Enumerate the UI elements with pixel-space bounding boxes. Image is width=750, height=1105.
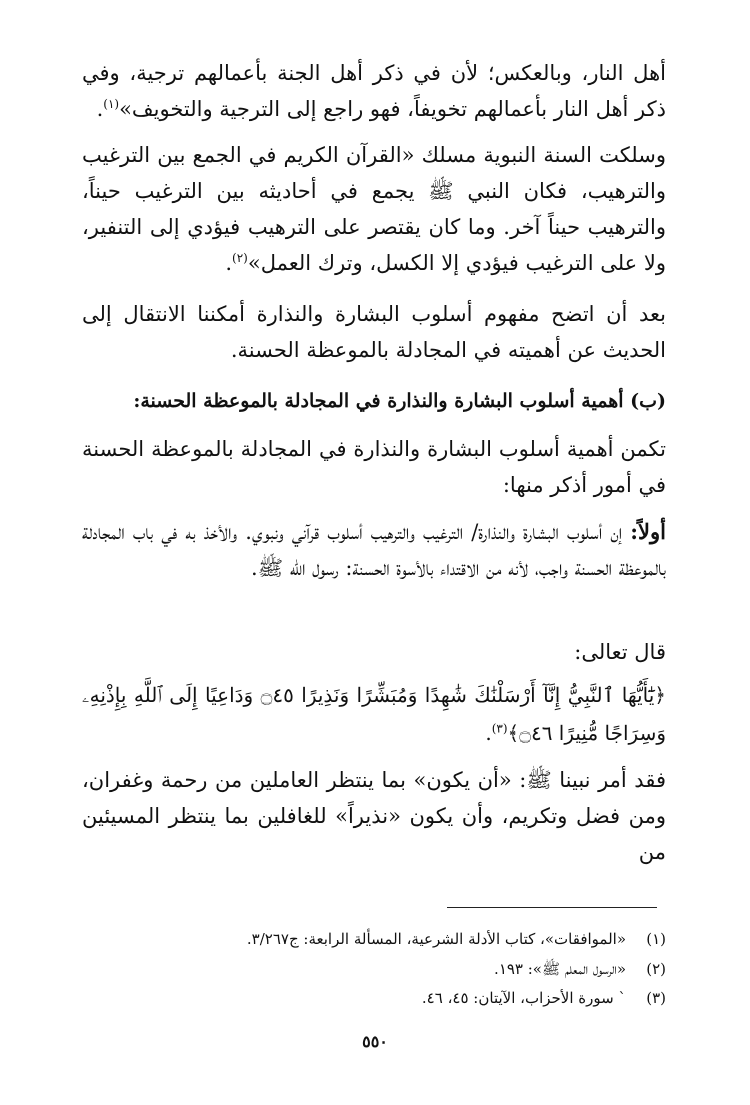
paragraph-7: فقد أمر نبينا ﷺ: «أن يكون» بما ينتظر العاملين من رحمة وغفران، ومن فضل وتكريم، وأن يكون «نذيراً» للغافلين بما ينتظر المسيئين من xyxy=(82,768,666,864)
paragraph-1-text: أهل النار، وبالعكس؛ لأن في ذكر أهل الجنة بأعمالهم ترجية، وفي ذكر أهل النار بأعمالهم تخويفاً، فهو راجع إلى الترجية والتخويف» xyxy=(82,61,666,121)
quran-verse-end: . xyxy=(485,721,492,745)
quran-verse-text: ﴿يَٰٓأَيُّهَا ٱلنَّبِيُّ إِنَّآ أَرْسَلْنَٰكَ شَٰهِدًا وَمُبَشِّرًا وَنَذِيرًا ۝٤٥ وَدَاعِيًا إِلَى ٱللَّهِ بِإِذْنِهِۦ وَسِرَاجًا مُّنِيرًا ۝٤٦﴾ xyxy=(82,683,666,745)
paragraph-2-text: وسلكت السنة النبوية مسلك «القرآن الكريم في الجمع بين الترغيب والترهيب، فكان النبي ﷺ يجمع في أحاديثه بين الترغيب حيناً، والترهيب حيناً آخر. وما كان يقتصر على الترهيب فيؤدي إلى التنفير، ولا على الترغيب فيؤدي إلا الكسل، وترك العمل» xyxy=(82,143,666,275)
footnote-2 xyxy=(82,956,666,982)
paragraph-6: قال تعالى: xyxy=(574,640,666,664)
footnote-text: «الموافقات»، كتاب الأدلة الشرعية، المسألة الرابعة: ج٣/٢٦٧. xyxy=(246,930,626,948)
page-number: ٥٥٠ xyxy=(362,1032,388,1051)
footnote-ref-2[interactable]: (٢) xyxy=(232,251,248,265)
footnote-ref-1[interactable]: (١) xyxy=(103,97,120,111)
footnote-text: «الرسول المعلم ﷺ»: ١٩٣. xyxy=(494,960,626,978)
footnote-divider xyxy=(447,907,657,908)
footnote-3 xyxy=(82,985,666,1011)
paragraph-5-lead: أولاً: xyxy=(630,519,666,544)
paragraph-2-end: . xyxy=(225,251,233,275)
footnote-number: (١) xyxy=(646,930,666,948)
paragraph-5-text: إن أسلوب البشارة والنذارة/ الترغيب والترهيب أسلوب قرآني ونبوي. والأخذ به في باب المجادلة بالموعظة الحسنة واجب، لأنه من الاقتداء بالأسوة الحسنة: رسول الله ﷺ. xyxy=(82,520,666,580)
footnote-number: (٣) xyxy=(646,989,666,1007)
paragraph-3: بعد أن اتضح مفهوم أسلوب البشارة والنذارة أمكننا الانتقال إلى الحديث عن أهميته في المجادلة بالموعظة الحسنة. xyxy=(82,302,666,362)
section-heading: (ب) أهمية أسلوب البشارة والنذارة في المجادلة بالموعظة الحسنة: xyxy=(133,390,666,412)
footnote-text: ` سورة الأحزاب، الآيتان: ٤٥، ٤٦. xyxy=(421,989,626,1007)
paragraph-2 xyxy=(82,137,666,281)
footnote-number: (٢) xyxy=(646,960,666,978)
paragraph-5 xyxy=(82,514,666,586)
footnote-ref-3[interactable]: (٣) xyxy=(491,721,508,736)
paragraph-1-end: . xyxy=(96,97,104,121)
paragraph-4: تكمن أهمية أسلوب البشارة والنذارة في المجادلة بالموعظة الحسنة في أمور أذكر منها: xyxy=(82,437,666,497)
footnote-1 xyxy=(82,926,666,952)
quran-verse xyxy=(82,676,666,752)
paragraph-1 xyxy=(82,55,666,127)
